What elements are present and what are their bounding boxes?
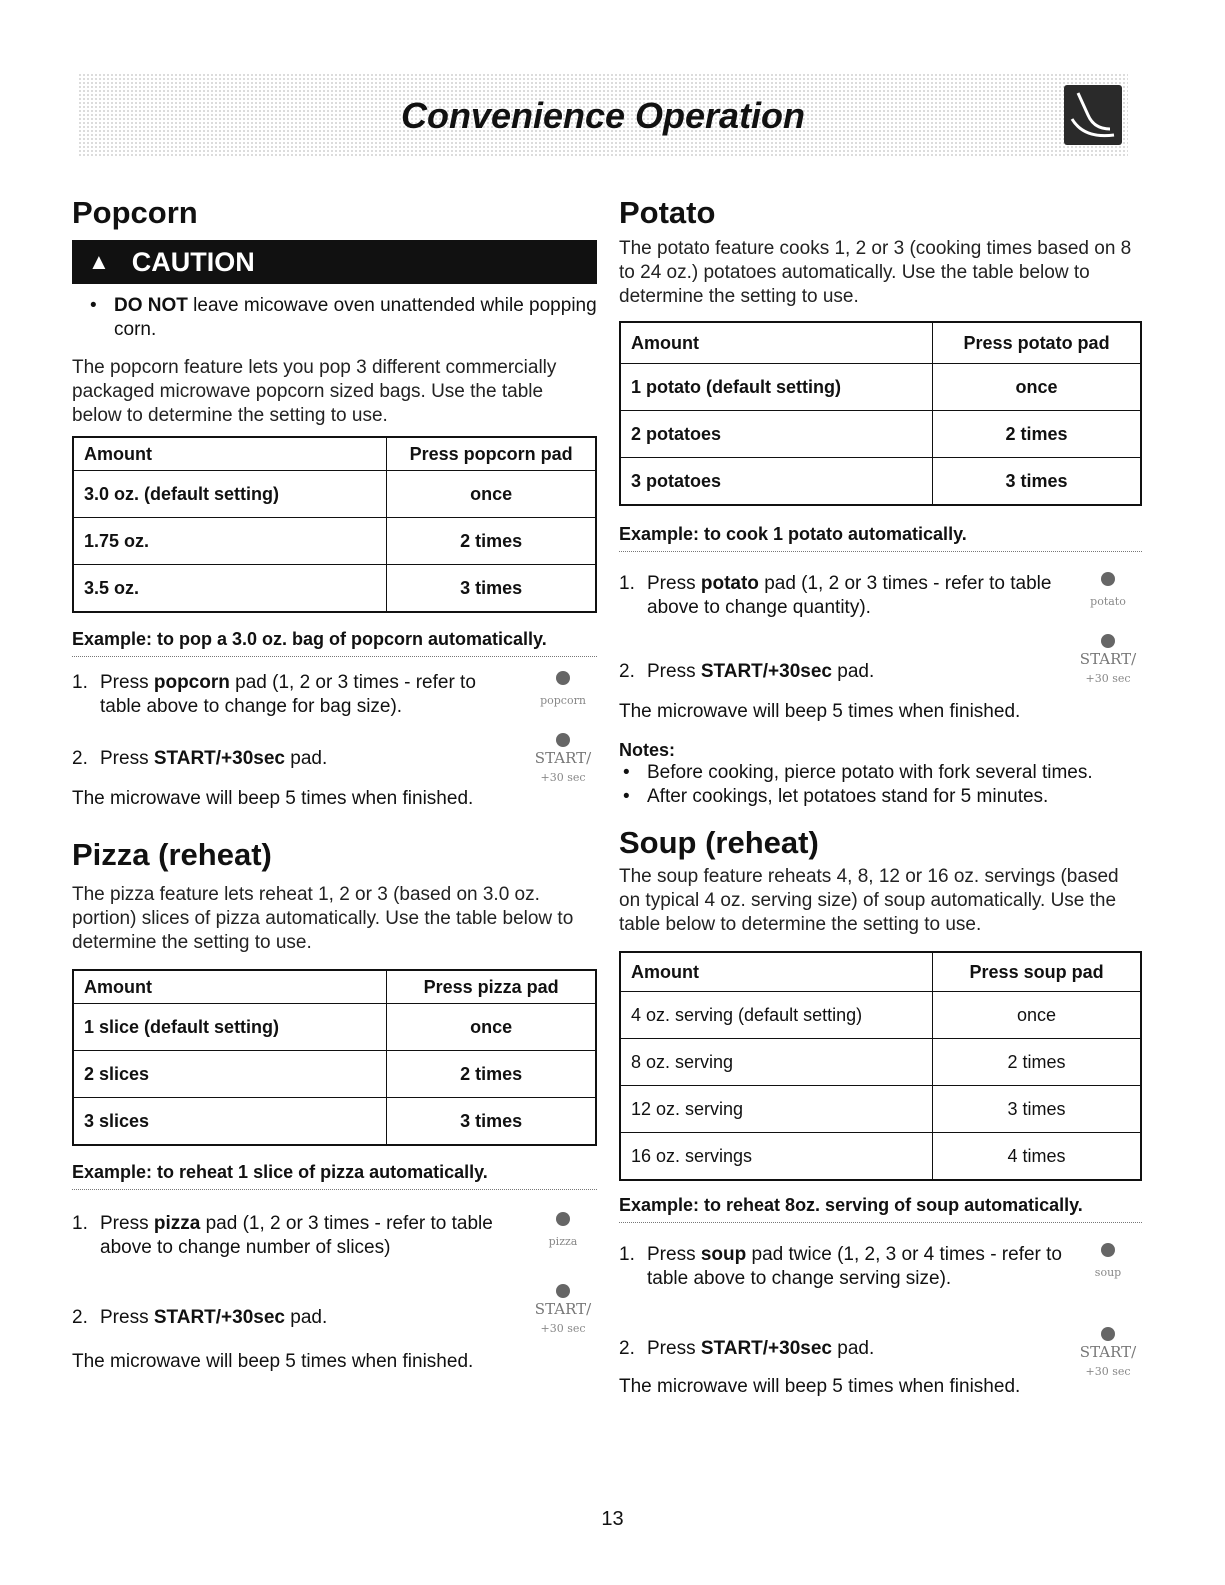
- step-text: pad twice (1, 2, 3 or 4 times - refer to table above to change serving size).: [647, 1244, 1062, 1289]
- pad-dot-icon: [1101, 1243, 1115, 1257]
- table-cell: 2 potatoes: [620, 411, 933, 458]
- popcorn-pad-icon: [533, 671, 593, 713]
- table-header-row: [73, 437, 596, 471]
- note-item: [619, 785, 1142, 809]
- table-header-cell: Amount: [620, 322, 933, 364]
- pizza-pad-icon: [533, 1212, 593, 1254]
- note-text: Before cooking, pierce potato with fork several times.: [647, 762, 1093, 783]
- step-text: Press: [100, 1213, 149, 1234]
- potato-intro: The potato feature cooks 1, 2 or 3 (cooking times based on 8 to 24 oz.) potatoes automatically. Use the table below to determine the setting to use.: [619, 238, 1132, 307]
- table-cell: 4 times: [933, 1133, 1141, 1181]
- start-icon-label: START/: [534, 1300, 592, 1318]
- soup-step-1: [619, 1243, 1142, 1291]
- step-text: pad.: [837, 1338, 875, 1359]
- pad-dot-icon: [556, 1212, 570, 1226]
- pizza-example: Example: to reheat 1 slice of pizza automatically.: [72, 1162, 597, 1190]
- popcorn-intro: The popcorn feature lets you pop 3 different commercially packaged microwave popcorn sized bags. Use the table below to determine the setting to use.: [72, 357, 557, 426]
- table-cell: 2 times: [933, 1039, 1141, 1086]
- start-pad-icon: [1078, 1327, 1138, 1384]
- popcorn-example: Example: to pop a 3.0 oz. bag of popcorn automatically.: [72, 629, 597, 657]
- pad-icon-label: pizza: [548, 1235, 578, 1248]
- soup-step-2: [619, 1337, 1142, 1378]
- table-row: [620, 411, 1141, 458]
- start-pad-icon: [533, 1284, 593, 1341]
- microwave-wave-icon: [1064, 85, 1122, 145]
- pad-icon-label: popcorn: [540, 694, 586, 707]
- table-cell: 3 times: [933, 458, 1141, 506]
- pad-name: START/+30sec: [153, 1307, 285, 1328]
- caution-label: CAUTION: [131, 246, 255, 277]
- popcorn-table: [72, 436, 597, 613]
- pad-icon-label: soup: [1094, 1266, 1122, 1279]
- table-cell: 2 times: [387, 518, 596, 565]
- start-icon-label: START/: [534, 749, 592, 767]
- pad-icon-label: potato: [1090, 595, 1126, 608]
- table-cell: 1 slice (default setting): [73, 1004, 387, 1051]
- pizza-title: Pizza (reheat): [72, 837, 272, 872]
- popcorn-step-1: [72, 671, 597, 719]
- table-cell: 3 slices: [73, 1098, 387, 1146]
- table-row: [73, 518, 596, 565]
- step-number: 2.: [619, 661, 635, 682]
- table-header-cell: Amount: [73, 437, 387, 471]
- potato-step-1: [619, 572, 1142, 620]
- table-cell: 3 potatoes: [620, 458, 933, 506]
- step-number: 1.: [72, 672, 88, 693]
- table-cell: 2 slices: [73, 1051, 387, 1098]
- soup-example: Example: to reheat 8oz. serving of soup automatically.: [619, 1195, 1142, 1223]
- pizza-step-2: [72, 1300, 597, 1335]
- table-cell: once: [387, 471, 596, 518]
- table-row: [620, 1086, 1141, 1133]
- table-row: [620, 992, 1141, 1039]
- caution-banner: [72, 240, 597, 284]
- bullet-icon: •: [623, 762, 630, 783]
- table-header-row: [620, 952, 1141, 992]
- table-header-cell: Press pizza pad: [387, 970, 596, 1004]
- right-column: [619, 193, 1142, 1399]
- potato-step-2: [619, 650, 1142, 685]
- table-row: [620, 364, 1141, 411]
- popcorn-step-2: [72, 747, 597, 784]
- table-row: [73, 1051, 596, 1098]
- step-text: Press: [100, 748, 149, 769]
- note-text: After cookings, let potatoes stand for 5 minutes.: [647, 786, 1049, 807]
- step-text: pad.: [837, 661, 875, 682]
- pad-dot-icon: [556, 671, 570, 685]
- start-icon-label: START/: [1079, 1343, 1137, 1361]
- table-row: [73, 471, 596, 518]
- pizza-finished: The microwave will beep 5 times when finished.: [72, 1351, 474, 1372]
- step-number: 1.: [72, 1213, 88, 1234]
- start-icon-sub: +30 sec: [540, 1322, 586, 1335]
- step-text: pad.: [290, 1307, 328, 1328]
- table-header-cell: Amount: [73, 970, 387, 1004]
- table-header-row: [620, 322, 1141, 364]
- pizza-step-1: [72, 1212, 597, 1260]
- table-row: [73, 1004, 596, 1051]
- table-header-cell: Press potato pad: [933, 322, 1141, 364]
- bullet-icon: •: [623, 786, 630, 807]
- step-number: 1.: [619, 1244, 635, 1265]
- table-cell: 8 oz. serving: [620, 1039, 933, 1086]
- step-text: pad (1, 2 or 3 times - refer to table above to change number of slices): [100, 1213, 493, 1258]
- table-cell: 3.5 oz.: [73, 565, 387, 613]
- step-number: 2.: [619, 1338, 635, 1359]
- table-cell: 4 oz. serving (default setting): [620, 992, 933, 1039]
- table-cell: 1 potato (default setting): [620, 364, 933, 411]
- soup-pad-icon: [1078, 1243, 1138, 1285]
- pad-dot-icon: [556, 1284, 570, 1298]
- soup-intro: The soup feature reheats 4, 8, 12 or 16 oz. servings (based on typical 4 oz. serving size) of soup automatically. Use the table below to determine the setting to use.: [619, 866, 1119, 935]
- start-icon-label: START/: [1079, 650, 1137, 668]
- step-text: Press: [100, 1307, 149, 1328]
- start-icon-sub: +30 sec: [1085, 672, 1131, 685]
- table-cell: 2 times: [933, 411, 1141, 458]
- table-header-cell: Press popcorn pad: [387, 437, 596, 471]
- table-cell: once: [933, 992, 1141, 1039]
- table-cell: once: [933, 364, 1141, 411]
- pad-name: START/+30sec: [700, 1338, 832, 1359]
- soup-finished: The microwave will beep 5 times when finished.: [619, 1376, 1021, 1397]
- step-number: 1.: [619, 573, 635, 594]
- potato-pad-icon: [1078, 572, 1138, 614]
- pad-name: START/+30sec: [700, 661, 832, 682]
- pad-dot-icon: [1101, 634, 1115, 648]
- step-text: Press: [647, 1244, 696, 1265]
- step-text: Press: [647, 573, 696, 594]
- pad-dot-icon: [1101, 1327, 1115, 1341]
- table-row: [620, 1039, 1141, 1086]
- start-icon-sub: +30 sec: [540, 771, 586, 784]
- popcorn-finished: The microwave will beep 5 times when finished.: [72, 788, 474, 809]
- table-header-row: [73, 970, 596, 1004]
- table-header-cell: Amount: [620, 952, 933, 992]
- page-number: 13: [601, 1508, 624, 1530]
- table-cell: 1.75 oz.: [73, 518, 387, 565]
- pizza-intro: The pizza feature lets reheat 1, 2 or 3 (based on 3.0 oz. portion) slices of pizza automatically. Use the table below to determine the setting to use.: [72, 884, 574, 953]
- bullet-icon: •: [90, 295, 97, 316]
- pad-name: potato: [700, 573, 759, 594]
- caution-body: leave micowave oven unattended while popping corn.: [114, 295, 597, 340]
- page-header: [78, 73, 1128, 157]
- pad-dot-icon: [556, 733, 570, 747]
- step-text: Press: [647, 661, 696, 682]
- header-title: Convenience Operation: [400, 95, 806, 136]
- table-cell: 16 oz. servings: [620, 1133, 933, 1181]
- step-text: Press: [100, 672, 149, 693]
- step-text: pad.: [290, 748, 328, 769]
- pad-name: pizza: [153, 1213, 201, 1234]
- step-number: 2.: [72, 748, 88, 769]
- pizza-table: [72, 969, 597, 1146]
- step-number: 2.: [72, 1307, 88, 1328]
- warning-icon: ▲: [88, 249, 110, 274]
- popcorn-title: Popcorn: [72, 195, 198, 230]
- table-cell: 3.0 oz. (default setting): [73, 471, 387, 518]
- caution-bold: DO NOT: [114, 295, 188, 316]
- soup-table: [619, 951, 1142, 1181]
- table-header-cell: Press soup pad: [933, 952, 1141, 992]
- step-text: pad (1, 2 or 3 times - refer to table above to change for bag size).: [100, 672, 476, 717]
- potato-example: Example: to cook 1 potato automatically.: [619, 524, 1142, 552]
- start-icon-sub: +30 sec: [1085, 1365, 1131, 1378]
- pad-name: popcorn: [153, 672, 230, 693]
- table-cell: 12 oz. serving: [620, 1086, 933, 1133]
- start-pad-icon: [533, 733, 593, 790]
- potato-table: [619, 321, 1142, 506]
- left-column: [72, 193, 597, 1374]
- potato-title: Potato: [619, 195, 716, 230]
- step-text: pad (1, 2 or 3 times - refer to table above to change quantity).: [647, 573, 1052, 618]
- table-row: [73, 565, 596, 613]
- table-cell: 3 times: [387, 565, 596, 613]
- step-text: Press: [647, 1338, 696, 1359]
- table-cell: 3 times: [933, 1086, 1141, 1133]
- table-row: [73, 1098, 596, 1146]
- notes-heading: Notes:: [619, 740, 676, 760]
- caution-text: [82, 294, 597, 342]
- table-row: [620, 1133, 1141, 1181]
- soup-title: Soup (reheat): [619, 825, 819, 860]
- note-item: [619, 761, 1142, 785]
- pad-name: soup: [700, 1244, 747, 1265]
- table-cell: once: [387, 1004, 596, 1051]
- pad-name: START/+30sec: [153, 748, 285, 769]
- pad-dot-icon: [1101, 572, 1115, 586]
- table-row: [620, 458, 1141, 506]
- potato-finished: The microwave will beep 5 times when finished.: [619, 701, 1021, 722]
- start-pad-icon: [1078, 634, 1138, 691]
- table-cell: 2 times: [387, 1051, 596, 1098]
- table-cell: 3 times: [387, 1098, 596, 1146]
